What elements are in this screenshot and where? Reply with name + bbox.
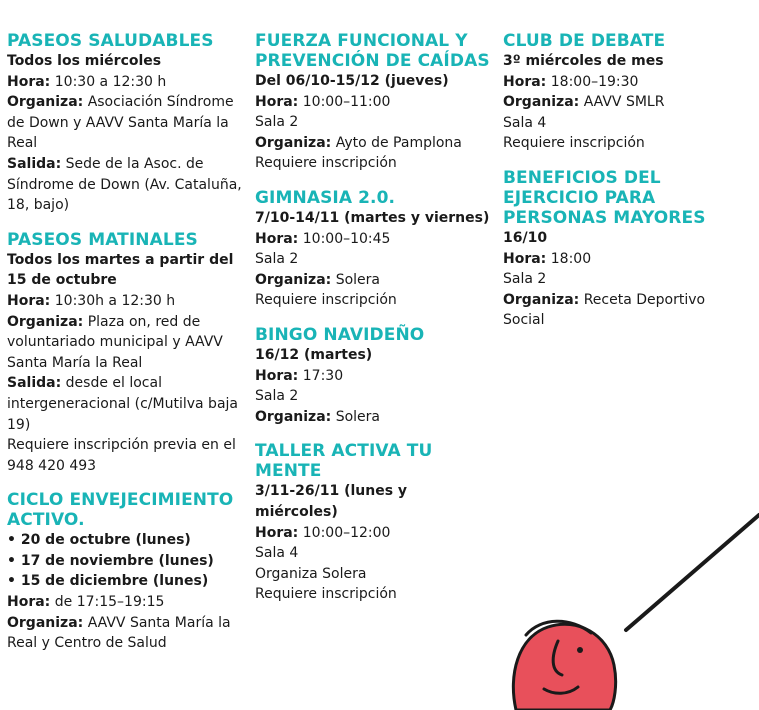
event-fuerza-funcional	[255, 31, 491, 174]
organiza-value: Solera	[335, 271, 380, 288]
column-right	[503, 31, 743, 345]
event-hora	[255, 366, 491, 387]
event-salida	[7, 373, 243, 435]
organiza-value: Ayto de Pamplona	[335, 134, 462, 151]
organiza-label: Organiza:	[7, 94, 84, 111]
organiza-value: Receta Deportivo Social	[503, 291, 706, 329]
organiza-value: AAVV Santa María la Real y Centro de Salud	[7, 614, 231, 652]
organiza-value: AAVV SMLR	[583, 94, 665, 111]
hora-value: de 17:15–19:15	[54, 594, 165, 611]
event-note: Requiere inscripción	[255, 586, 397, 603]
event-title: FUERZA FUNCIONAL Y PREVENCIÓN DE CAÍDAS	[255, 31, 490, 71]
hora-value: 10:30h a 12:30 h	[54, 292, 176, 309]
salida-value: desde el local intergeneracional (c/Mutilva baja 19)	[7, 375, 238, 433]
event-sala: Sala 2	[255, 114, 299, 131]
organiza-label: Organiza:	[255, 408, 332, 425]
salida-label: Salida:	[7, 375, 62, 392]
event-sala: Sala 2	[255, 251, 299, 268]
stick-line	[626, 515, 759, 630]
organiza-label: Organiza:	[503, 291, 580, 308]
event-date: 16/12 (martes)	[255, 346, 373, 363]
event-organiza	[503, 92, 743, 113]
event-salida	[7, 154, 243, 216]
event-date: 16/10	[503, 229, 548, 246]
event-club-debate	[503, 31, 743, 154]
event-taller	[255, 441, 491, 605]
organiza-label: Organiza:	[255, 271, 332, 288]
hora-value: 10:30 a 12:30 h	[54, 73, 167, 90]
salida-value: Sede de la Asoc. de Síndrome de Down (Av. Cataluña, 18, bajo)	[7, 155, 242, 214]
event-title: GIMNASIA 2.0.	[255, 187, 396, 208]
event-organiza	[255, 133, 491, 154]
event-title: PASEOS MATINALES	[7, 229, 198, 250]
event-hora	[7, 291, 243, 312]
eye-dot	[577, 647, 583, 653]
event-organiza	[255, 270, 491, 291]
hora-label: Hora:	[255, 367, 299, 384]
event-bingo	[255, 325, 491, 427]
event-note: Requiere inscripción	[255, 292, 397, 309]
organiza-label: Organiza:	[255, 134, 332, 151]
event-date: 3º miércoles de mes	[503, 53, 664, 69]
event-hora	[7, 72, 243, 93]
hora-label: Hora:	[255, 93, 299, 110]
event-title: CLUB DE DEBATE	[503, 31, 666, 51]
event-hora	[255, 92, 491, 113]
hora-value: 10:00–11:00	[302, 93, 391, 110]
event-organiza	[7, 613, 243, 654]
organiza-label: Organiza:	[7, 313, 84, 330]
event-date-item: • 17 de noviembre (lunes)	[7, 552, 214, 569]
event-hora	[7, 592, 243, 613]
event-date: 7/10-14/11 (martes y viernes)	[255, 209, 490, 226]
organiza-value: Asociación Síndrome de Down y AAVV Santa María la Real	[7, 94, 234, 152]
hora-label: Hora:	[503, 250, 547, 267]
hora-label: Hora:	[255, 230, 299, 247]
event-note: Requiere inscripción	[255, 155, 397, 172]
event-note: Requiere inscripción previa en el 948 420 493	[7, 437, 236, 474]
event-date: Del 06/10-15/12 (jueves)	[255, 73, 449, 89]
column-middle	[255, 31, 491, 619]
event-title: BINGO NAVIDEÑO	[255, 324, 425, 345]
event-date-item: • 15 de diciembre (lunes)	[7, 573, 209, 590]
head-illustration	[496, 505, 759, 710]
event-ciclo-envejecimiento	[7, 490, 243, 654]
event-hora	[503, 249, 743, 270]
event-note: Requiere inscripción	[503, 135, 645, 152]
event-date: Todos los martes a partir del 15 de octubre	[7, 251, 234, 289]
event-organiza	[255, 407, 491, 428]
event-title: CICLO ENVEJECIMIENTO ACTIVO.	[7, 490, 234, 531]
event-organiza	[7, 92, 243, 154]
event-beneficios	[503, 168, 743, 331]
event-paseos-saludables	[7, 31, 243, 216]
organiza-label: Organiza:	[503, 94, 580, 111]
event-sala: Sala 2	[503, 271, 547, 288]
head-shape	[513, 624, 615, 710]
event-date: 3/11-26/11 (lunes y miércoles)	[255, 483, 408, 520]
hora-value: 17:30	[302, 367, 344, 384]
event-organiza: Organiza Solera	[255, 565, 367, 582]
hora-label: Hora:	[255, 524, 299, 541]
hora-label: Hora:	[7, 594, 51, 611]
event-title: BENEFICIOS DEL EJERCICIO PARA PERSONAS MAYORES	[503, 167, 706, 228]
event-sala: Sala 2	[255, 388, 299, 405]
event-hora	[255, 523, 491, 544]
column-left	[7, 31, 243, 668]
organiza-value: Plaza on, red de voluntariado municipal y AAVV Santa María la Real	[7, 313, 223, 371]
event-gimnasia	[255, 188, 491, 311]
hora-value: 10:00–10:45	[302, 230, 391, 247]
salida-label: Salida:	[7, 155, 62, 172]
event-hora	[503, 72, 743, 93]
hora-label: Hora:	[503, 73, 547, 90]
organiza-label: Organiza:	[7, 614, 84, 631]
hora-value: 18:00	[550, 250, 592, 267]
hora-value: 18:00–19:30	[550, 73, 639, 90]
event-hora	[255, 229, 491, 250]
event-title: PASEOS SALUDABLES	[7, 31, 214, 51]
event-title: TALLER ACTIVA TU MENTE	[255, 441, 433, 482]
event-date-item: • 20 de octubre (lunes)	[7, 532, 191, 549]
hora-value: 10:00–12:00	[302, 524, 391, 541]
hora-label: Hora:	[7, 292, 51, 309]
event-organiza	[7, 312, 243, 374]
hora-label: Hora:	[7, 73, 51, 90]
event-sala: Sala 4	[255, 545, 299, 562]
event-sala: Sala 4	[503, 114, 547, 131]
event-organiza	[503, 290, 743, 331]
event-paseos-matinales	[7, 230, 243, 477]
organiza-value: Solera	[335, 408, 380, 425]
event-date: Todos los miércoles	[7, 53, 162, 69]
